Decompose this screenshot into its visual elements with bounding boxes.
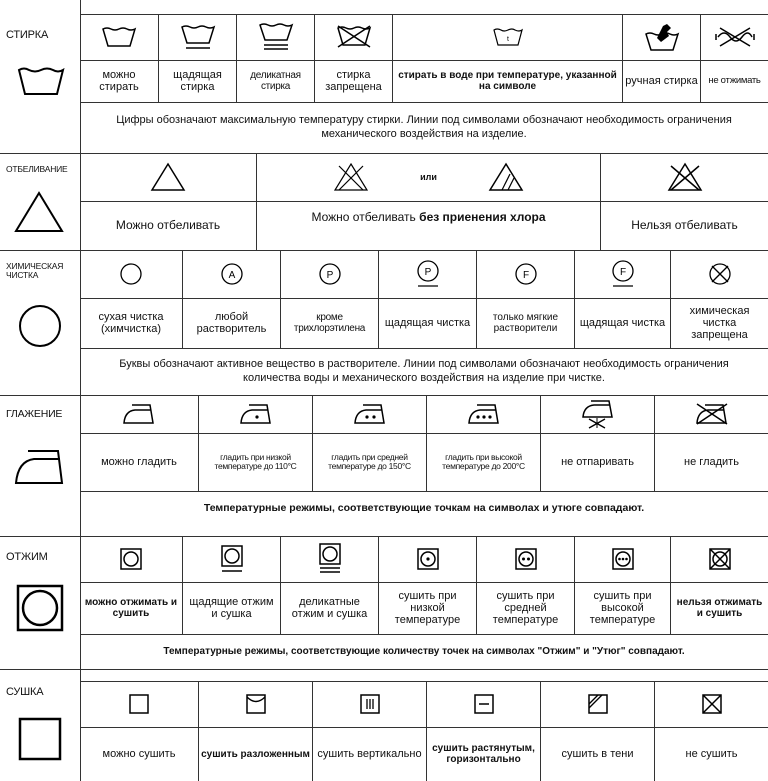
square-icon	[129, 694, 149, 714]
wash-delicate-cell	[236, 14, 314, 60]
dry-label-5: не сушить	[654, 727, 768, 781]
triangle-striped-icon	[488, 162, 524, 192]
spinning-section	[0, 536, 768, 669]
circle-letter: P	[326, 270, 333, 281]
circle-a-icon	[220, 262, 244, 286]
dryclean-label-5: щадящая чистка	[574, 298, 670, 348]
dry-cell-0	[80, 681, 198, 727]
dry-label-2: сушить вертикально	[312, 727, 426, 781]
circle-crossed-icon	[708, 262, 732, 286]
dry-cell-3	[426, 681, 540, 727]
bleach-forbidden-label: Нельзя отбеливать	[600, 201, 768, 250]
bleach-forbidden-cell	[600, 153, 768, 201]
dry-label-1: сушить разложенным	[198, 727, 312, 781]
washtub-crossed-icon	[336, 25, 372, 49]
ironing-side	[0, 395, 81, 536]
square-crossed-icon	[702, 694, 722, 714]
bleaching-side	[0, 153, 81, 250]
tumble-dry-icon	[16, 584, 64, 632]
bleach-allowed-label: Можно отбеливать	[115, 217, 221, 232]
tumble-dry-two-lines-icon	[319, 543, 341, 575]
circle-icon	[119, 262, 143, 286]
no-iron-cell	[654, 395, 768, 433]
wash-normal-label: можно стирать	[99, 68, 139, 93]
drycleaning-section	[0, 250, 768, 395]
circle-f-icon	[514, 262, 538, 286]
washtub-one-line-icon	[181, 24, 215, 50]
washtub-icon	[102, 26, 136, 48]
iron-icon	[123, 403, 155, 425]
washing-section	[0, 0, 768, 153]
iron-one-dot-icon	[240, 403, 272, 425]
wring-crossed-icon	[714, 27, 756, 47]
circle-p-icon	[318, 262, 342, 286]
washtub-temperature-icon	[493, 27, 523, 47]
iron-high-cell	[426, 395, 540, 433]
spin-label-0: можно отжимать и сушить	[84, 597, 178, 619]
square-drip-dry-icon	[360, 694, 380, 714]
triangle-crossed-icon	[667, 162, 703, 192]
bleaching-section	[0, 153, 768, 250]
washing-title: СТИРКА	[6, 29, 49, 41]
circle-p-line-icon	[416, 259, 440, 289]
tumble-dry-three-dots-icon	[612, 548, 634, 570]
tumble-dry-icon	[120, 548, 142, 570]
wash-delicate-label: деликатная стирка	[236, 60, 314, 102]
spin-cell-0	[80, 536, 182, 582]
triangle-icon	[150, 162, 186, 192]
drying-grid	[80, 669, 768, 781]
square-icon	[18, 717, 62, 761]
or-label: или	[420, 172, 437, 182]
no-iron-label: не гладить	[654, 433, 768, 491]
dryclean-cell-5	[574, 250, 670, 298]
dryclean-label-4: только мягкие растворители	[476, 298, 574, 348]
dry-cell-2	[312, 681, 426, 727]
washtub-icon	[18, 66, 64, 96]
spin-cell-5	[574, 536, 670, 582]
spin-label-2: деликатные отжим и сушка	[280, 582, 378, 634]
iron-medium-cell	[312, 395, 426, 433]
dryclean-cell-1	[182, 250, 280, 298]
bleach-no-chlorine-cell	[256, 153, 600, 201]
spin-cell-4	[476, 536, 574, 582]
square-shade-dry-icon	[588, 694, 608, 714]
dry-label-4: сушить в тени	[540, 727, 654, 781]
wash-gentle-label: щадящая стирка	[158, 60, 236, 102]
bleaching-title: ОТБЕЛИВАНИЕ	[6, 164, 68, 174]
no-steam-label: не отпаривать	[540, 433, 654, 491]
ironing-title: ГЛАЖЕНИЕ	[6, 408, 63, 420]
washtub-number: t	[506, 36, 509, 43]
ironing-note: Температурные режимы, соответствующие точкам на символах и утюге совпадают.	[203, 502, 645, 515]
dryclean-cell-6	[670, 250, 768, 298]
spin-cell-6	[670, 536, 768, 582]
wash-forbidden-cell	[314, 14, 392, 60]
bleach-no-chlorine-label-part2: без приенения хлора	[419, 210, 546, 224]
wash-forbidden-label: стирка запрещена	[314, 60, 392, 102]
wash-temp-cell	[392, 14, 622, 60]
square-flat-dry-icon	[474, 694, 494, 714]
circle-icon	[18, 304, 62, 348]
tumble-dry-two-dots-icon	[515, 548, 537, 570]
iron-low-cell	[198, 395, 312, 433]
drycleaning-side	[0, 250, 81, 395]
spinning-note: Температурные режимы, соответствующие количеству точек на символах "Отжим" и "Утюг" совпадают.	[163, 645, 685, 657]
bleach-allowed-cell	[80, 153, 256, 201]
no-steam-cell	[540, 395, 654, 433]
dry-label-3: сушить растянутым, горизонтально	[426, 727, 540, 781]
spin-cell-1	[182, 536, 280, 582]
tumble-dry-line-icon	[221, 545, 243, 573]
circle-f-line-icon	[611, 259, 635, 289]
iron-three-dots-icon	[468, 403, 500, 425]
spin-label-5: сушить при высокой температуре	[574, 582, 670, 634]
spin-label-1: щадящие отжим и сушка	[182, 582, 280, 634]
dryclean-label-6: химическая чистка запрещена	[670, 298, 768, 348]
iron-no-steam-icon	[581, 399, 615, 429]
wash-hand-label: ручная стирка	[622, 60, 700, 102]
spin-cell-3	[378, 536, 476, 582]
dry-cell-1	[198, 681, 312, 727]
iron-two-dots-icon	[354, 403, 386, 425]
dryclean-cell-3	[378, 250, 476, 298]
iron-crossed-icon	[695, 402, 729, 426]
bleach-no-chlorine-label	[256, 201, 600, 250]
hand-wash-icon	[645, 22, 679, 52]
iron-medium-label: гладить при средней температуре до 150°С	[312, 433, 426, 491]
drycleaning-title: ХИМИЧЕСКАЯ ЧИСТКА	[6, 261, 64, 280]
washing-side	[0, 0, 81, 153]
ironing-section	[0, 395, 768, 536]
square-line-dry-icon	[246, 694, 266, 714]
drying-side	[0, 669, 81, 781]
tumble-dry-crossed-icon	[709, 548, 731, 570]
spin-label-4: сушить при средней температуре	[476, 582, 574, 634]
spin-label-6: нельзя отжимать и сушить	[670, 582, 768, 634]
dryclean-cell-0	[80, 250, 182, 298]
dryclean-label-0: сухая чистка (химчистка)	[98, 310, 164, 335]
drycleaning-note: Буквы обозначают активное вещество в растворителе. Линии под символами обозначают необходимость ограничения количества воды и механического воздействия на изделие при чистке.	[119, 358, 729, 384]
dryclean-label-1: любой растворитель	[182, 298, 280, 348]
circle-letter: F	[619, 267, 626, 278]
drying-title: СУШКА	[6, 686, 44, 698]
no-wring-label: не отжимать	[700, 60, 768, 102]
drying-section	[0, 669, 768, 781]
iron-high-label: гладить при высокой температуре до 200°С	[426, 433, 540, 491]
triangle-cl-crossed-icon	[333, 162, 369, 192]
bleach-no-chlorine-label-part1: Можно отбеливать	[311, 210, 416, 224]
wash-normal-cell	[80, 14, 158, 60]
dryclean-cell-4	[476, 250, 574, 298]
dry-label-0: можно сушить	[102, 747, 176, 760]
iron-allowed-cell	[80, 395, 198, 433]
no-wring-cell	[700, 14, 768, 60]
wash-temp-label: стирать в воде при температуре, указанной на символе	[392, 60, 622, 102]
spin-cell-2	[280, 536, 378, 582]
iron-low-label: гладить при низкой температуре до 110°С	[198, 433, 312, 491]
wash-hand-cell	[622, 14, 700, 60]
dry-cell-4	[540, 681, 654, 727]
triangle-icon	[14, 191, 64, 233]
iron-allowed-label: можно гладить	[101, 455, 177, 468]
wash-gentle-cell	[158, 14, 236, 60]
dry-cell-5	[654, 681, 768, 727]
washing-note: Цифры обозначают максимальную температуру стирки. Линии под символами обозначают необходимость ограничения механического воздействия на изделие.	[116, 114, 732, 140]
tumble-dry-one-dot-icon	[417, 548, 439, 570]
iron-icon	[14, 447, 66, 485]
circle-letter: A	[228, 270, 235, 281]
circle-letter: P	[424, 267, 431, 278]
spinning-title: ОТЖИМ	[6, 551, 48, 563]
spinning-side	[0, 536, 81, 669]
washtub-two-lines-icon	[259, 22, 293, 52]
dryclean-cell-2	[280, 250, 378, 298]
spin-label-3: сушить при низкой температуре	[378, 582, 476, 634]
circle-letter: F	[522, 270, 529, 281]
dryclean-label-2: кроме трихлорэтилена	[280, 298, 378, 348]
dryclean-label-3: щадящая чистка	[378, 298, 476, 348]
